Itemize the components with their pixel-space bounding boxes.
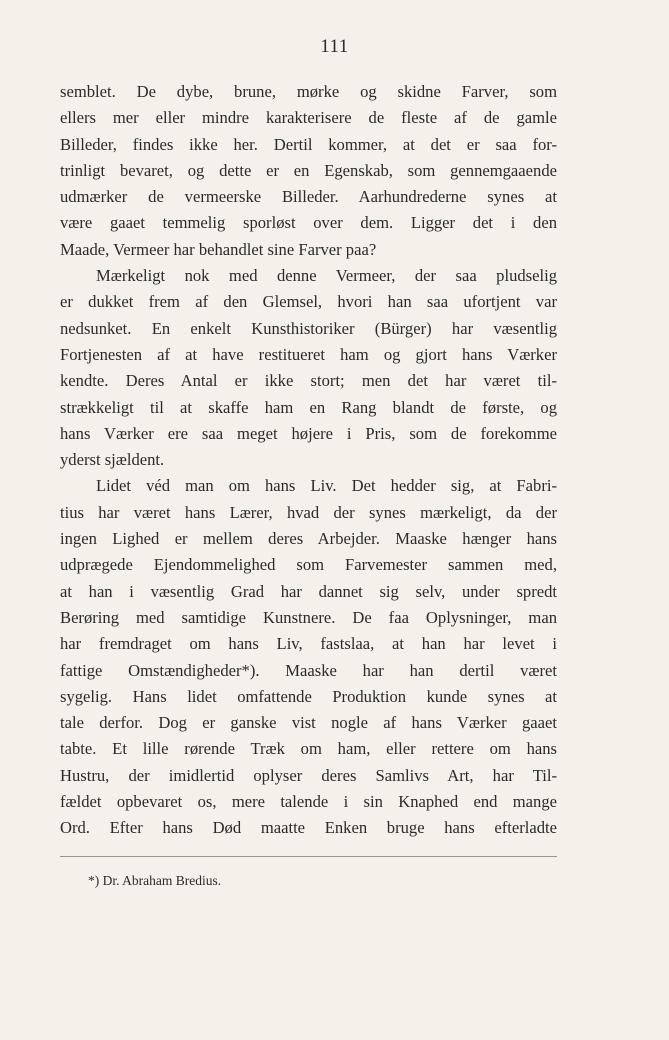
text-line: fældet opbevaret os, mere talende i sin Knaphed end mange (60, 792, 557, 812)
text-line: tabte. Et lille rørende Træk om ham, eller rettere om hans (60, 739, 557, 759)
text-line: Berøring med samtidige Kunstnere. De faa Oplysninger, man (60, 607, 557, 627)
text-line: Hustru, der imidlertid oplyser deres Samlivs Art, har Til- (60, 765, 557, 785)
text-line: udprægede Ejendommelighed som Farvemester sammen med, (60, 555, 557, 575)
text-line: udmærker de vermeerske Billeder. Aarhundrederne synes at (60, 187, 557, 207)
text-line: sygelig. Hans lidet omfattende Produktion kunde synes at (60, 686, 557, 706)
text-line: yderst sjældent. (60, 450, 165, 470)
text-line: Fortjenesten af at have restitueret ham og gjort hans Værker (60, 344, 557, 364)
paragraph (60, 263, 557, 473)
body-text (60, 79, 557, 842)
text-line: hans Værker ere saa meget højere i Pris, som de forekomme (60, 423, 557, 443)
text-line: er dukket frem af den Glemsel, hvori han saa ufortjent var (60, 292, 557, 312)
footnote: *) Dr. Abraham Bredius. (88, 873, 222, 888)
text-line: tale derfor. Dog er ganske vist nogle af hans Værker gaaet (60, 713, 557, 733)
text-line: være gaaet temmelig sporløst over dem. Ligger det i den (60, 213, 557, 233)
text-line: kendte. Deres Antal er ikke stort; men det har været til- (60, 371, 557, 391)
text-line: ellers mer eller mindre karakterisere de fleste af de gamle (60, 108, 557, 128)
text-line: Mærkeligt nok med denne Vermeer, der saa pludselig (96, 266, 557, 286)
text-line: at han i væsentlig Grad har dannet sig selv, under spredt (60, 581, 557, 601)
text-line: Lidet véd man om hans Liv. Det hedder sig, at Fabri- (96, 476, 557, 496)
text-line: semblet. De dybe, brune, mørke og skidne Farver, som (60, 82, 557, 101)
text-line: Maade, Vermeer har behandlet sine Farver paa? (60, 239, 377, 259)
text-line: trinligt bevaret, og dette er en Egenskab, som gennemgaaende (60, 160, 557, 180)
text-line: har fremdraget om hans Liv, fastslaa, at han har levet i (60, 634, 557, 654)
text-line: nedsunket. En enkelt Kunsthistoriker (Bürger) har væsentlig (60, 318, 557, 338)
paragraph (60, 473, 557, 841)
text-line: tius har været hans Lærer, hvad der synes mærkeligt, da der (60, 502, 557, 522)
text-line: fattige Omstændigheder*). Maaske har han dertil været (60, 660, 557, 680)
text-line: Billeder, findes ikke her. Dertil kommer, at det er saa for- (60, 134, 557, 154)
paragraph (60, 79, 557, 263)
text-line: ingen Lighed er mellem deres Arbejder. Maaske hænger hans (60, 529, 557, 549)
page-number: 111 (320, 36, 349, 57)
text-line: strækkeligt til at skaffe ham en Rang blandt de første, og (60, 397, 557, 417)
footnote-divider (60, 856, 557, 857)
text-line: Ord. Efter hans Død maatte Enken bruge hans efterladte (60, 818, 557, 838)
